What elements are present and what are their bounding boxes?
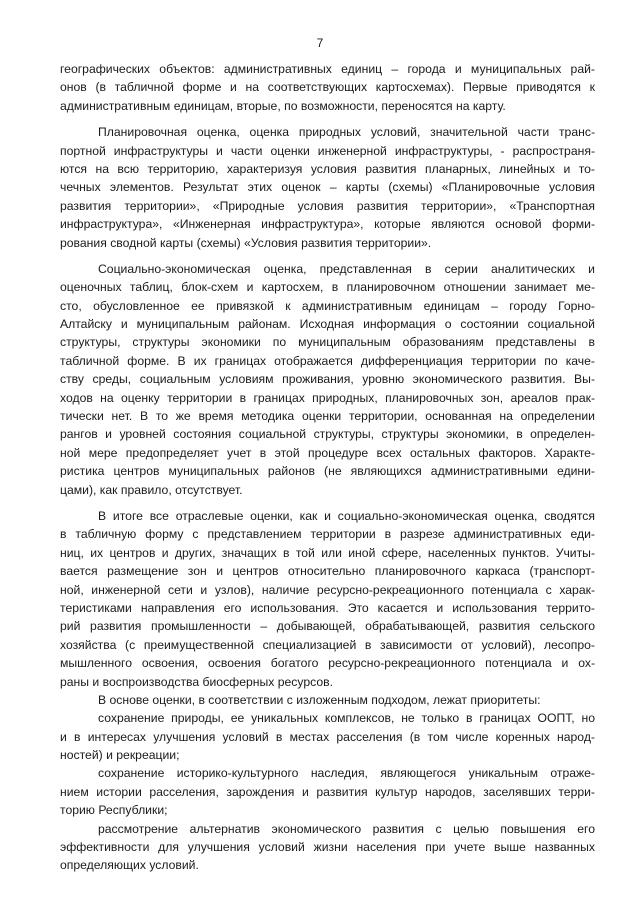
text-line: нием истории расселения, зарождения и развития культур народов, заселявших терри-: [60, 784, 595, 799]
text-line: ристика центров муниципальных районов (не являющихся административными едини-: [60, 464, 595, 479]
paragraph: [60, 764, 595, 819]
paragraph: [60, 820, 595, 875]
text-line: эффективности для улучшения условий жизни населения при учете выше названных: [60, 840, 595, 855]
text-line: определяющих условий.: [60, 858, 199, 873]
text-line: портной инфраструктуры и части оценки инженерной инфраструктуры, - распространя-: [60, 143, 595, 158]
text-line: онов (в табличной форме и на соответствующих картосхемах). Первые приводятся к: [60, 80, 595, 95]
text-line: ностей) и рекреации;: [60, 748, 180, 763]
paragraph: [60, 260, 595, 499]
text-line: торию Республики;: [60, 803, 168, 818]
text-line: табличной форме. В их границах отображается дифференциация территории по каче-: [60, 353, 595, 368]
text-line: ству среды, социальным условиям проживания, уровню экономического развития. Вы-: [60, 372, 595, 387]
text-line: географических объектов: административных единиц – города и муниципальных рай-: [60, 62, 595, 76]
paragraph-gap: [60, 115, 595, 123]
text-line: ной, инженерной сети и узлов), наличие ресурсно-рекреационного потенциала с харак-: [60, 582, 595, 597]
text-line: В основе оценки, в соответствии с изложенным подходом, лежат приоритеты:: [98, 692, 541, 707]
text-line: тически нет. В то же время методика оценки территории, основанная на определении: [60, 409, 595, 424]
paragraph: [60, 123, 595, 252]
text-line: сохранение природы, ее уникальных комплексов, не только в границах ООПТ, но: [98, 711, 595, 726]
paragraph: [60, 507, 595, 691]
text-line: Планировочная оценка, оценка природных условий, значительной части транс-: [98, 125, 595, 140]
text-line: инфраструктура», «Инженерная инфраструктура», которые являются основой форми-: [60, 217, 595, 232]
paragraph: [60, 709, 595, 764]
paragraph: [60, 691, 595, 709]
text-line: ходов на оценку территории в границах природных, планировочных зон, ареалов прак-: [60, 390, 595, 405]
document-body: [60, 60, 595, 875]
text-line: В итоге все отраслевые оценки, как и социально-экономическая оценка, сводятся: [98, 508, 595, 523]
text-line: рий развития промышленности – добывающей, обрабатывающей, развития сельского: [60, 619, 595, 634]
text-line: рования сводной карты (схемы) «Условия развития территории».: [60, 235, 432, 250]
text-line: рассмотрение альтернатив экономического развития с целью повышения его: [98, 821, 595, 836]
text-line: структуры, структуры экономики по муниципальным образованиям представлены в: [60, 335, 595, 350]
text-line: мышленного освоения, освоения богатого ресурсно-рекреационного потенциала и ох-: [60, 656, 595, 671]
paragraph-gap: [60, 252, 595, 260]
text-line: раны и воспроизводства биосферных ресурсов.: [60, 674, 333, 689]
text-line: ются на всю территорию, характеризуя условия развития планарных, линейных и то-: [60, 161, 595, 176]
text-line: вается размещение зон и центров относительно планировочного каркаса (транспорт-: [60, 564, 595, 579]
page-number: 7: [316, 36, 324, 50]
text-line: цами), как правило, отсутствует.: [60, 482, 243, 497]
text-line: в табличную форму с представлением территории в разрезе административных еди-: [60, 527, 595, 542]
text-line: ниц, их центров и других, значащих в той или иной сфере, населенных пунктов. Учиты-: [60, 545, 595, 560]
text-line: оценочных таблиц, блок-схем и картосхем, в планировочном отношении занимает ме-: [60, 280, 595, 295]
text-line: хозяйства (с преимущественной специализацией в зависимости от условий), лесопро-: [60, 637, 595, 652]
text-line: теристиками направления его использования. Это касается и использования террито-: [60, 600, 595, 615]
text-line: и в интересах улучшения условий в местах расселения (в том числе коренных народ-: [60, 729, 595, 744]
text-line: ной мере предопределяет учет в этой процедуре всех остальных факторов. Характе-: [60, 445, 595, 460]
text-line: развития территории», «Природные условия развития территории», «Транспортная: [60, 198, 595, 213]
paragraph-gap: [60, 499, 595, 507]
text-line: сохранение историко-культурного наследия, являющегося уникальным отраже-: [98, 766, 595, 781]
text-line: Алтайску и муниципальным районам. Исходная информация о состоянии социальной: [60, 317, 595, 332]
text-line: рангов и уровней состояния социальной структуры, структуры экономики, в определен-: [60, 427, 595, 442]
text-line: административным единицам, вторые, по возможности, переносятся на карту.: [60, 98, 506, 113]
text-line: Социально-экономическая оценка, представленная в серии аналитических и: [98, 261, 595, 276]
paragraph: [60, 60, 595, 115]
text-line: чечных элементов. Результат этих оценок – карты (схемы) «Планировочные условия: [60, 180, 595, 195]
text-line: сто, обусловленное ее привязкой к административным единицам – городу Горно-: [60, 298, 595, 313]
